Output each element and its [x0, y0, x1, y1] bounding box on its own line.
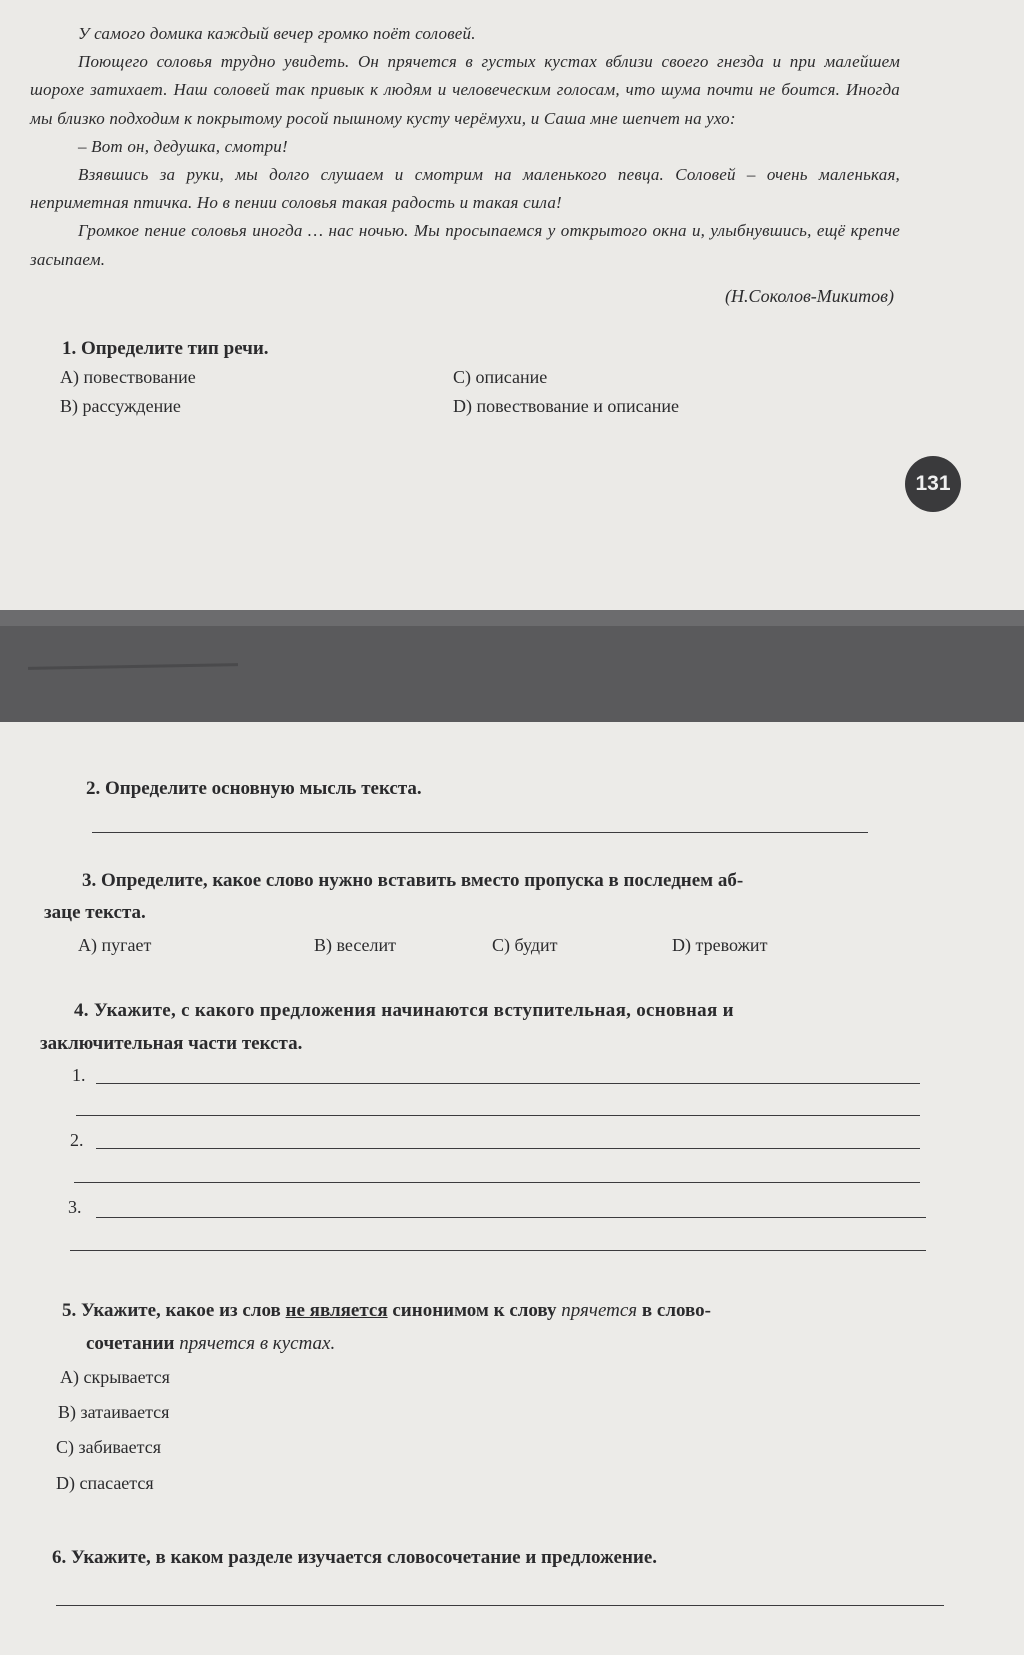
q5-line2-pre: сочетании [86, 1333, 180, 1354]
q4-label-3: 3. [68, 1197, 82, 1217]
q4-label-2: 2. [70, 1130, 84, 1150]
q5-title-underlined: не является [285, 1300, 388, 1321]
q5-title-line1 [62, 1300, 711, 1322]
q5-title-pre: 5. Укажите, какое из слов [62, 1300, 286, 1321]
q4-answer-line-1b[interactable] [76, 1115, 920, 1116]
q4-title-line1: 4. Укажите, с какого предложения начинаются вступительная, основная и [74, 1000, 734, 1021]
passage-p1: У самого домика каждый вечер громко поёт соловей. [78, 24, 476, 43]
q4-answer-line-2b[interactable] [74, 1182, 920, 1183]
q5-option-a: A) скрывается [60, 1367, 170, 1387]
q2-title: 2. Определите основную мысль текста. [86, 778, 422, 799]
q5-title-word: прячется [561, 1300, 638, 1321]
passage-p2: Поющего соловья трудно увидеть. Он прячется в густых кустах вблизи своего гнезда и при малейшем шорохе затихает. Наш соловей так привык к людям и человеческим голосам, что шума почти не боится. Иногда мы близко подходим к покрытому росой пышному кусту черёмухи, и Саша мне шепчет на ухо: [30, 52, 900, 128]
q3-option-b: B) веселит [314, 935, 397, 955]
q4-answer-line-1a[interactable] [96, 1083, 920, 1084]
passage [30, 20, 900, 274]
q1-option-b: B) рассуждение [60, 396, 181, 416]
lower-page [0, 722, 1024, 1655]
q1-option-d: D) повествование и описание [453, 396, 680, 416]
q5-option-c: C) забивается [56, 1437, 161, 1457]
q1-option-c: C) описание [453, 367, 548, 387]
page-number-badge: 131 [905, 456, 961, 512]
pencil-mark [28, 663, 238, 670]
q1-title: 1. Определите тип речи. [62, 338, 269, 359]
divider-band [0, 610, 1024, 626]
q3-option-a: A) пугает [78, 935, 152, 955]
q4-label-1: 1. [72, 1065, 86, 1085]
q4-answer-line-3a[interactable] [96, 1217, 926, 1218]
q6-answer-line[interactable] [56, 1605, 944, 1606]
q4-title-line2: заключительная части текста. [40, 1033, 303, 1054]
page-divider [0, 610, 1024, 722]
passage-p5: Громкое пение соловья иногда … нас ночью. Мы просыпаемся у открытого окна и, улыбнувшись, ещё крепче засыпаем. [30, 221, 900, 269]
author: (Н.Соколов-Микитов) [724, 286, 894, 306]
q3-option-c: C) будит [492, 935, 558, 955]
passage-p3: – Вот он, дедушка, смотри! [78, 136, 288, 156]
q5-title-mid: синонимом к слову [387, 1300, 562, 1321]
passage-p4: Взявшись за руки, мы долго слушаем и смотрим на маленького певца. Соловей – очень маленькая, неприметная птичка. Но в пении соловья такая радость и такая сила! [30, 165, 900, 213]
q5-line2-phrase: прячется в кустах. [179, 1333, 336, 1354]
q6-title: 6. Укажите, в каком разделе изучается словосочетание и предложение. [52, 1547, 658, 1568]
q5-option-d: D) спасается [56, 1473, 154, 1493]
q5-title-line2 [86, 1333, 335, 1355]
q3-option-d: D) тревожит [672, 935, 768, 955]
q4-answer-line-2a[interactable] [96, 1148, 920, 1149]
q5-option-b: B) затаивается [58, 1402, 170, 1422]
q4-answer-line-3b[interactable] [70, 1250, 926, 1251]
q3-title-line1: 3. Определите, какое слово нужно вставить вместо пропуска в последнем аб- [82, 870, 744, 891]
q3-title-line2: заце текста. [44, 902, 146, 923]
q1-option-a: A) повествование [60, 367, 196, 387]
q2-answer-line[interactable] [92, 832, 868, 833]
q5-title-post: в слово- [637, 1300, 711, 1321]
